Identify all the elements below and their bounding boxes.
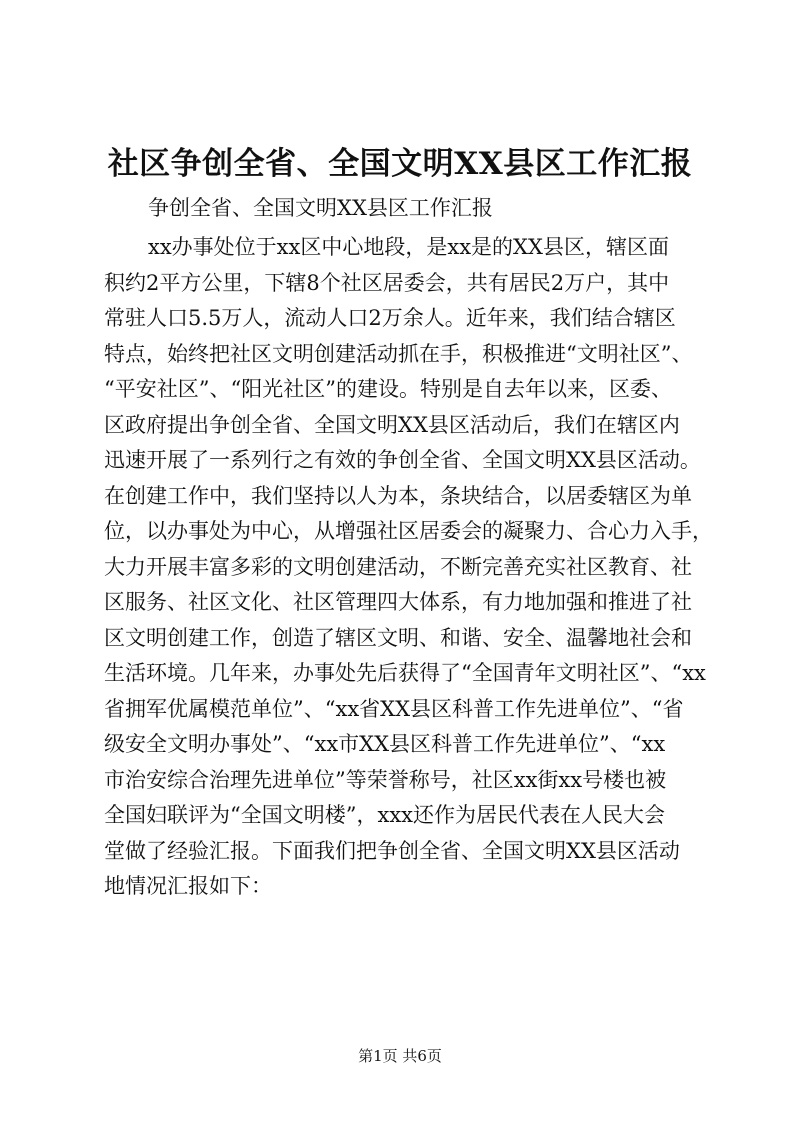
body-line: 堂做了经验汇报。下面我们把争创全省、全国文明XX县区活动 [104, 838, 680, 863]
body-paragraph [104, 230, 724, 905]
body-line: 生活环境。几年来，办事处先后获得了“全国青年文明社区”、“xx [104, 661, 706, 685]
body-line: 大力开展丰富多彩的文明创建活动，不断完善充实社区教育、社 [104, 554, 692, 579]
body-line: 全国妇联评为“全国文明楼”，xxx还作为居民代表在人民大会 [104, 803, 665, 827]
body-line: 在创建工作中，我们坚持以人为本，条块结合，以居委辖区为单 [104, 483, 692, 508]
body-line: 地情况汇报如下： [104, 874, 272, 898]
body-line: 省拥军优属模范单位”、“xx省XX县区科普工作先进单位”、“省 [104, 696, 684, 721]
body-line: 市治安综合治理先进单位”等荣誉称号，社区xx街xx号楼也被 [104, 767, 667, 792]
body-line: “平安社区”、“阳光社区”的建设。特别是自去年以来，区委、 [104, 377, 672, 401]
document-subtitle: 争创全省、全国文明XX县区工作汇报 [148, 196, 493, 220]
page-number-footer: 第1页 共6页 [358, 1047, 442, 1065]
body-line: 区政府提出争创全省、全国文明XX县区活动后，我们在辖区内 [104, 412, 680, 437]
body-line: 积约2平方公里，下辖8个社区居委会，共有居民2万户，其中 [104, 270, 670, 295]
body-line: 位，以办事处为中心，从增强社区居委会的凝聚力、合心力入手， [104, 519, 713, 543]
body-line: 级安全文明办事处”、“xx市XX县区科普工作先进单位”、“xx [104, 732, 666, 756]
body-line: 特点，始终把社区文明创建活动抓在手，积极推进“文明社区”、 [104, 341, 693, 366]
body-line: 迅速开展了一系列行之有效的争创全省、全国文明XX县区活动。 [104, 448, 701, 472]
document-title: 社区争创全省、全国文明XX县区工作汇报 [107, 146, 693, 182]
body-line: 区服务、社区文化、社区管理四大体系，有力地加强和推进了社 [104, 590, 692, 614]
body-line: 区文明创建工作，创造了辖区文明、和谐、安全、温馨地社会和 [104, 625, 692, 650]
body-line: 常驻人口5.5万人，流动人口2万余人。近年来，我们结合辖区 [104, 306, 676, 330]
body-line: xx办事处位于xx区中心地段，是xx是的XX县区，辖区面 [148, 235, 669, 259]
